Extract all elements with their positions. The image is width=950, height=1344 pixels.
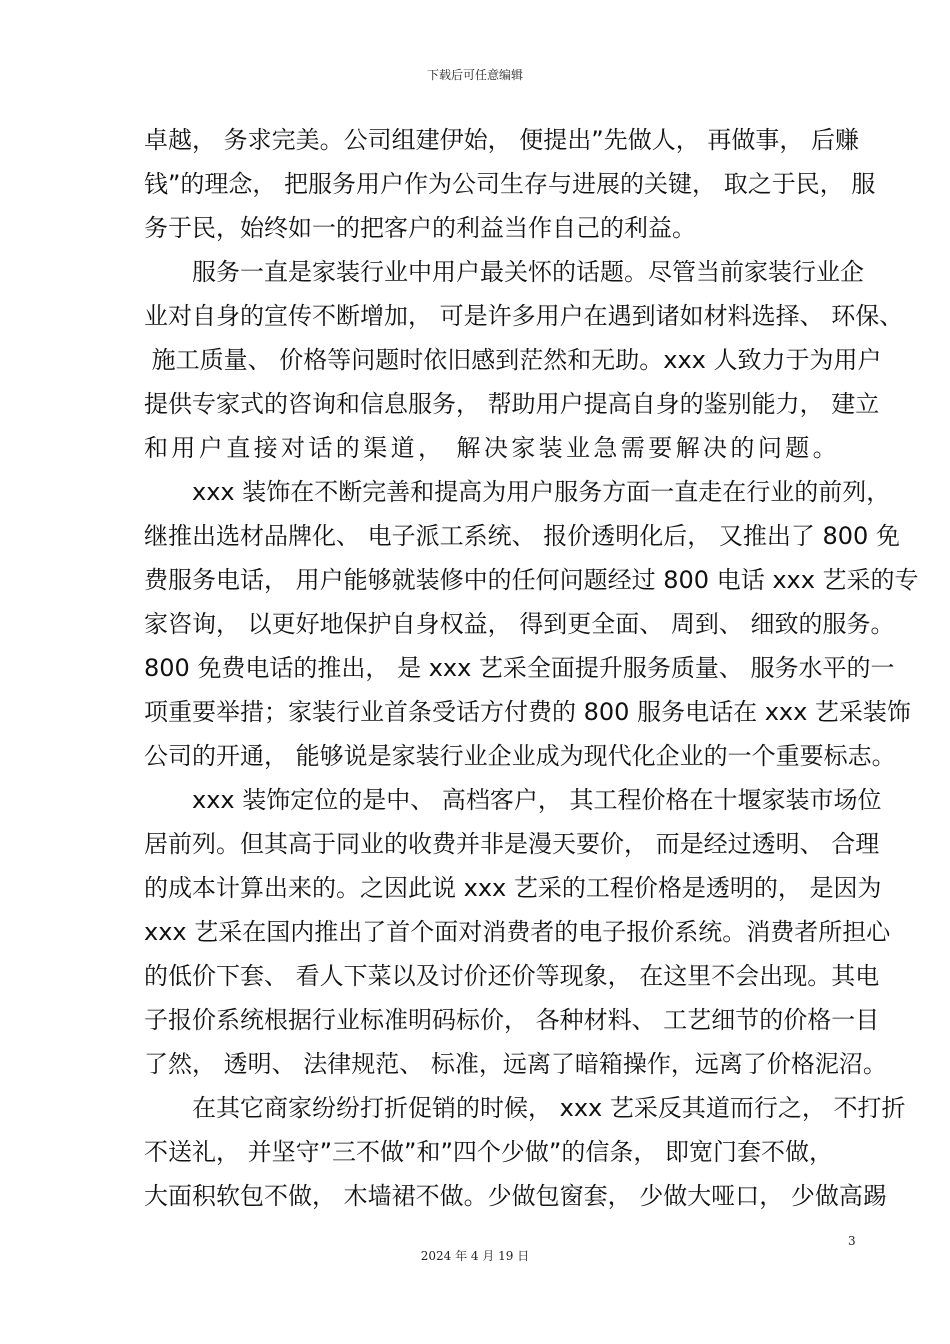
text-line: 项重要举措；家装行业首条受话方付费的 800 服务电话在 xxx 艺采装饰	[144, 698, 911, 726]
text-line: xxx 装饰在不断完善和提高为用户服务方面一直走在行业的前列，	[144, 478, 891, 506]
text-line: 和用户直接对话的渠道， 解决家装业急需要解决的问题。	[144, 434, 841, 462]
text-line: 继推出选材品牌化、 电子派工系统、 报价透明化后， 又推出了 800 免	[144, 522, 900, 550]
text-line: 费服务电话， 用户能够就装修中的任何问题经过 800 电话 xxx 艺采的专	[144, 566, 919, 594]
text-line: xxx 装饰定位的是中、 高档客户， 其工程价格在十堰家装市场位	[144, 786, 882, 814]
text-line: 居前列。但其高于同业的收费并非是漫天要价， 而是经过透明、 合理	[144, 830, 880, 858]
page-header: 下载后可任意编辑	[426, 68, 523, 82]
text-line: 家咨询， 以更好地保护自身权益， 得到更全面、 周到、 细致的服务。	[144, 610, 895, 638]
text-line: 了然， 透明、 法律规范、 标准，远离了暗箱操作，远离了价格泥沼。	[144, 1050, 887, 1078]
text-line: 服务一直是家装行业中用户最关怀的话题。尽管当前家装行业企	[144, 258, 864, 286]
document-body	[144, 118, 919, 1218]
text-line: 子报价系统根据行业标准明码标价， 各种材料、 工艺细节的价格一目	[144, 1006, 880, 1034]
text-line: 800 免费电话的推出， 是 xxx 艺采全面提升服务质量、 服务水平的一	[144, 654, 895, 682]
text-line: 业对自身的宣传不断增加， 可是许多用户在遇到诸如材料选择、 环保、	[144, 302, 904, 330]
text-line: 的成本计算出来的。之因此说 xxx 艺采的工程价格是透明的， 是因为	[144, 874, 882, 902]
text-line: 在其它商家纷纷打折促销的时候， xxx 艺采反其道而行之， 不打折	[144, 1094, 906, 1122]
text-line: 施工质量、 价格等问题时依旧感到茫然和无助。xxx 人致力于为用户	[144, 346, 882, 374]
text-line: 的低价下套、 看人下菜以及讨价还价等现象， 在这里不会出现。其电	[144, 962, 880, 990]
text-line: 公司的开通， 能够说是家装行业企业成为现代化企业的一个重要标志。	[144, 742, 896, 770]
page-footer-date: 2024 年 4 月 19 日	[420, 1249, 530, 1263]
text-line: 钱”的理念， 把服务用户作为公司生存与进展的关键， 取之于民， 服	[144, 170, 876, 198]
text-line: 提供专家式的咨询和信息服务， 帮助用户提高自身的鉴别能力， 建立	[144, 390, 880, 418]
text-line: xxx 艺采在国内推出了首个面对消费者的电子报价系统。消费者所担心	[144, 918, 891, 946]
page-number: 3	[848, 1234, 856, 1248]
text-line: 大面积软包不做， 木墙裙不做。少做包窗套， 少做大哑口， 少做高踢	[144, 1182, 887, 1210]
text-line: 不送礼， 并坚守”三不做”和”四个少做”的信条， 即宽门套不做，	[144, 1138, 833, 1166]
text-line: 务于民，始终如一的把客户的利益当作自己的利益。	[144, 214, 696, 242]
text-line: 卓越， 务求完美。公司组建伊始， 便提出”先做人， 再做事， 后赚	[144, 126, 859, 154]
